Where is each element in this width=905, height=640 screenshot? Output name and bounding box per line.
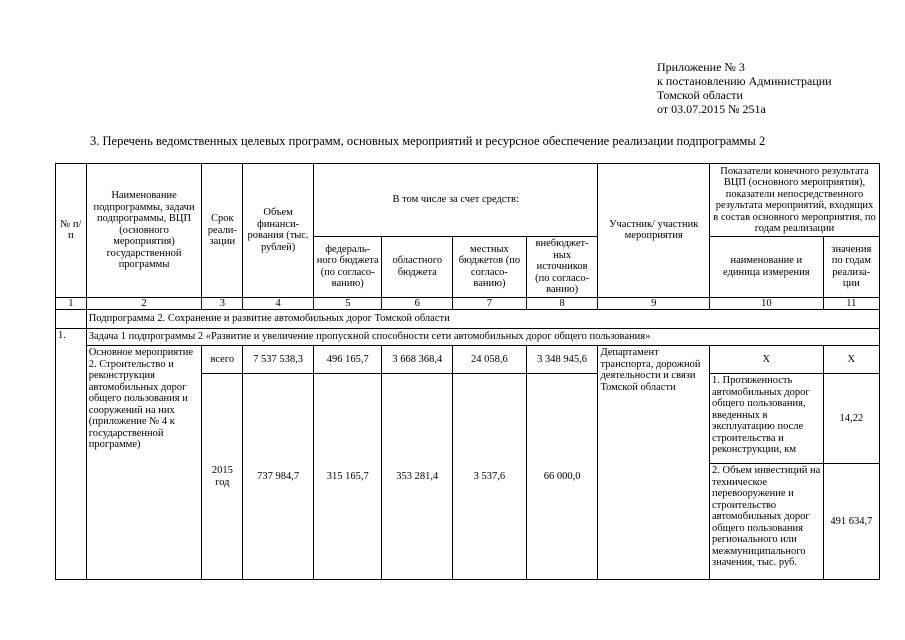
col-number: 11	[823, 297, 879, 310]
col-number: 3	[202, 297, 243, 310]
total-indicator-value: Х	[823, 346, 879, 374]
header-name: Наименование подпрограммы, задачи подпрограммы, ВЦП (основного мероприятия) государственной программы	[86, 164, 202, 298]
task-title: Задача 1 подпрограммы 2 «Развитие и увеличение пропускной способности сети автомобильных дорог общего пользования»	[86, 329, 879, 346]
col-number: 1	[56, 297, 87, 310]
header-indicator-values: значения по годам реализа-ции	[823, 237, 879, 298]
subprogram-num-cell	[56, 310, 87, 329]
approval-line-2: к постановлению Администрации	[657, 74, 832, 88]
column-numbers-row	[56, 297, 880, 310]
approval-line-4: от 03.07.2015 № 251а	[657, 102, 766, 116]
indicator-2-name: 2. Объем инвестиций на техническое перевооружение и строительство автомобильных дорог общего пользования регионального или межмуниципального значения, тыс. руб.	[710, 464, 824, 580]
col-number: 5	[313, 297, 382, 310]
col-number: 6	[382, 297, 453, 310]
total-federal: 496 165,7	[313, 346, 382, 374]
header-local: местных бюджетов (по согласо-ванию)	[453, 237, 527, 298]
year-extra: 66 000,0	[526, 374, 598, 580]
measure-name: Основное мероприятие 2. Строительство и реконструкция автомобильных дорог общего пользования и сооружений на них (приложение № 4 к государственной программе)	[86, 346, 202, 580]
header-volume: Объем финанси-рования (тыс. рублей)	[243, 164, 314, 298]
col-number: 2	[86, 297, 202, 310]
indicator-2-value: 491 634,7	[823, 464, 879, 580]
task-number: 1.	[56, 329, 87, 580]
indicator-1-value: 14,22	[823, 374, 879, 464]
header-num: № п/п	[56, 164, 87, 298]
approval-line-3: Томской области	[657, 88, 743, 102]
header-regional: областного бюджета	[382, 237, 453, 298]
indicator-1-name: 1. Протяженность автомобильных дорог общего пользования, введенных в эксплуатацию после строительства и реконструкции, км	[710, 374, 824, 464]
participant: Департамент транспорта, дорожной деятельности и связи Томской области	[598, 346, 710, 580]
col-number: 4	[243, 297, 314, 310]
total-extra: 3 348 945,6	[526, 346, 598, 374]
total-term: всего	[202, 346, 243, 374]
header-participant: Участник/ участник мероприятия	[598, 164, 710, 298]
total-regional: 3 668 368,4	[382, 346, 453, 374]
header-federal: федераль-ного бюджета (по согласо-ванию)	[313, 237, 382, 298]
header-extra: внебюджет-ных источников (по согласо-ванию)	[526, 237, 598, 298]
header-including: В том числе за счет средств:	[313, 164, 598, 237]
subprogram-title: Подпрограмма 2. Сохранение и развитие автомобильных дорог Томской области	[86, 310, 879, 329]
year-regional: 353 281,4	[382, 374, 453, 580]
year-local: 3 537,6	[453, 374, 527, 580]
year-volume: 737 984,7	[243, 374, 314, 580]
header-indicator-name: наименование и единица измерения	[710, 237, 824, 298]
header-term: Срок реали-зации	[202, 164, 243, 298]
col-number: 10	[710, 297, 824, 310]
approval-block	[657, 60, 832, 116]
approval-line-1: Приложение № 3	[657, 60, 745, 74]
year-term: 2015 год	[202, 374, 243, 580]
col-number: 9	[598, 297, 710, 310]
total-local: 24 058,6	[453, 346, 527, 374]
col-number: 7	[453, 297, 527, 310]
year-federal: 315 165,7	[313, 374, 382, 580]
total-volume: 7 537 538,3	[243, 346, 314, 374]
document-title: 3. Перечень ведомственных целевых программ, основных мероприятий и ресурсное обеспечение реализации подпрограммы 2	[90, 134, 766, 148]
col-number: 8	[526, 297, 598, 310]
header-indicators: Показатели конечного результата ВЦП (основного мероприятия), показатели непосредственного результата мероприятий, входящих в состав основного мероприятия, по годам реализации	[710, 164, 880, 237]
total-indicator-name: Х	[710, 346, 824, 374]
program-table	[55, 163, 880, 580]
